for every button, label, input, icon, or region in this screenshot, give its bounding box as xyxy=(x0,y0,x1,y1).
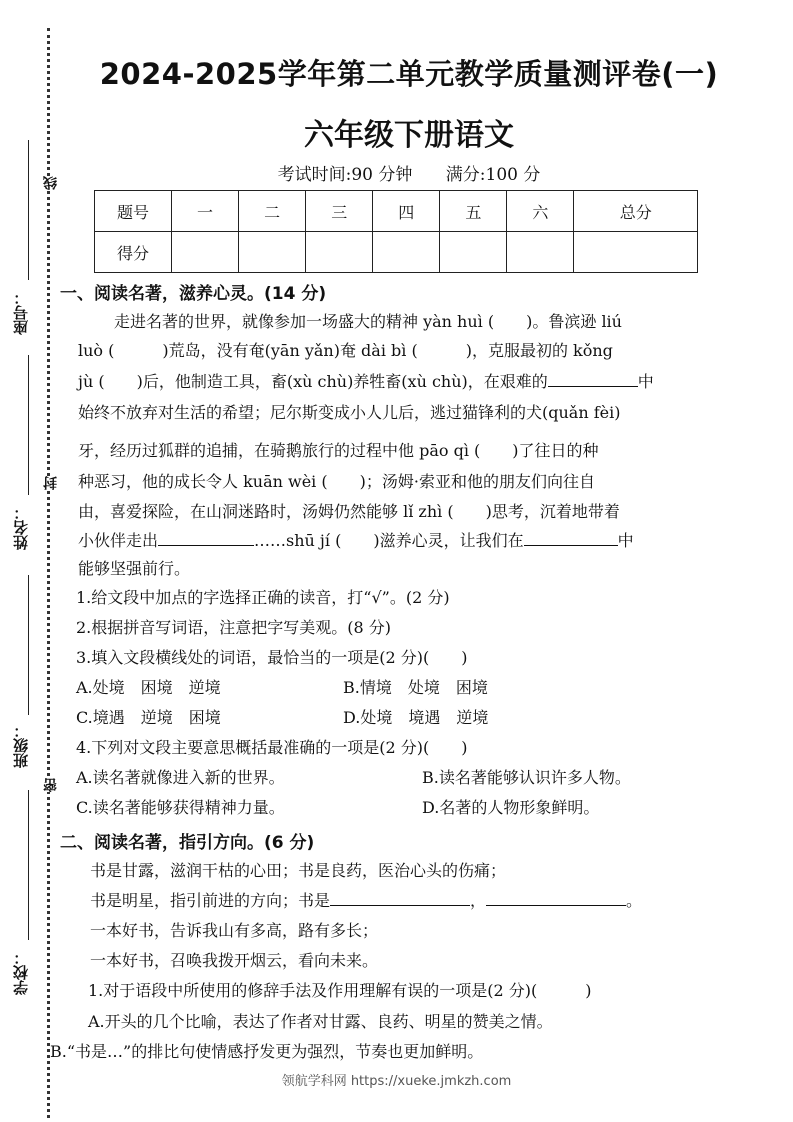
section1-title: 一、阅读名著，滋养心灵。(14 分) xyxy=(60,284,327,304)
poem-text: 。 xyxy=(626,891,643,910)
section2-question-1: 1.对于语段中所使用的修辞手法及作用理解有误的一项是(2 分)( ) xyxy=(88,981,592,1000)
score-cell[interactable] xyxy=(306,232,373,273)
seal-word-line: 线 xyxy=(43,176,59,190)
q3-option-d[interactable]: D.处境 境遇 逆境 xyxy=(343,708,489,727)
passage-line: luò ( )荒岛，没有奄(yān yǎn)奄 dài bì ( )，克服最初的 kǒng xyxy=(78,341,613,360)
score-col: 三 xyxy=(306,191,373,232)
seat-number-line xyxy=(28,140,29,280)
passage-line: 种恶习，他的成长令人 kuān wèi ( )；汤姆·索亚和他的朋友们向往自 xyxy=(78,472,595,491)
answer-blank[interactable] xyxy=(524,531,618,546)
poem-text: 书是明星，指引前进的方向；书是 xyxy=(90,891,331,910)
q4-option-a[interactable]: A.读名著就像进入新的世界。 xyxy=(76,768,285,787)
school-line xyxy=(28,790,29,940)
name-line xyxy=(28,355,29,495)
exam-title: 2024-2025学年第二单元教学质量测评卷(一) xyxy=(99,57,719,91)
q3-option-b[interactable]: B.情境 处境 困境 xyxy=(343,678,488,697)
binding-dotted-line xyxy=(47,28,50,1118)
exam-meta xyxy=(64,160,754,185)
poem-line: 一本好书，召唤我拨开烟云，看向未来。 xyxy=(90,951,379,970)
score-col: 一 xyxy=(172,191,239,232)
exam-time: 考试时间:90 分钟 xyxy=(277,165,413,185)
passage-text: ……shū jí ( )滋养心灵，让我们在 xyxy=(254,531,524,550)
answer-blank[interactable] xyxy=(548,372,638,387)
exam-full-score: 满分:100 分 xyxy=(445,165,541,185)
q3-option-a[interactable]: A.处境 困境 逆境 xyxy=(76,678,221,697)
section2-title: 二、阅读名著，指引方向。(6 分) xyxy=(60,833,315,853)
score-label: 得分 xyxy=(95,232,172,273)
passage-line: 始终不放弃对生活的希望；尼尔斯变成小人儿后，逃过猫锋利的犬(quǎn fèi) xyxy=(78,403,621,422)
question-number-label: 题号 xyxy=(95,191,172,232)
poem-text: ， xyxy=(470,891,487,910)
score-table xyxy=(94,190,698,273)
poem-line: 一本好书，告诉我山有多高，路有多长； xyxy=(90,921,379,940)
name-label: 姓名： xyxy=(12,505,30,550)
question-2: 2.根据拼音写词语，注意把字写美观。(8 分) xyxy=(76,618,392,637)
exam-subtitle: 六年级下册语文 xyxy=(304,118,514,153)
answer-blank[interactable] xyxy=(158,531,254,546)
seat-number-label: 座号： xyxy=(12,290,30,335)
seal-word-seal: 封 xyxy=(43,476,59,490)
passage-line: 走进名著的世界，就像参加一场盛大的精神 yàn huì ( )。鲁滨逊 liú xyxy=(114,312,622,331)
question-4: 4.下列对文段主要意思概括最准确的一项是(2 分)( ) xyxy=(76,738,468,757)
q4-option-c[interactable]: C.读名著能够获得精神力量。 xyxy=(76,798,285,817)
answer-blank[interactable] xyxy=(486,891,626,906)
school-label: 学校： xyxy=(12,950,30,995)
passage-line: 牙，经历过狐群的追捕，在骑鹅旅行的过程中他 pāo qì ( )了往日的种 xyxy=(78,441,599,460)
score-col: 六 xyxy=(507,191,574,232)
score-col: 二 xyxy=(239,191,306,232)
s2-q1-option-b[interactable]: B.“书是…”的排比句使情感抒发更为强烈，节奏也更加鲜明。 xyxy=(50,1042,484,1061)
binding-margin xyxy=(0,0,62,1122)
score-cell[interactable] xyxy=(172,232,239,273)
poem-line: 书是甘露，滋润干枯的心田；书是良药，医治心头的伤痛； xyxy=(90,861,507,880)
score-col: 四 xyxy=(373,191,440,232)
q4-option-b[interactable]: B.读名著能够认识许多人物。 xyxy=(422,768,631,787)
score-col: 总分 xyxy=(574,191,698,232)
score-table-header-row xyxy=(95,191,698,232)
seal-word-secret: 密 xyxy=(43,778,59,792)
passage-line xyxy=(78,369,654,392)
score-table-score-row xyxy=(95,232,698,273)
score-cell[interactable] xyxy=(507,232,574,273)
passage-line: 能够坚强前行。 xyxy=(78,559,191,578)
passage-line: 由，喜爱探险，在山洞迷路时，汤姆仍然能够 lǐ zhì ( )思考，沉着地带着 xyxy=(78,502,620,521)
s2-q1-option-a[interactable]: A.开头的几个比喻，表达了作者对甘露、良药、明星的赞美之情。 xyxy=(88,1012,553,1031)
passage-text: 小伙伴走出 xyxy=(78,531,159,550)
footer-watermark: 领航学科网 https://xueke.jmkzh.com xyxy=(281,1074,512,1089)
score-cell[interactable] xyxy=(239,232,306,273)
poem-line xyxy=(90,888,642,911)
score-col: 五 xyxy=(440,191,507,232)
class-label: 班级： xyxy=(12,723,30,768)
q4-option-d[interactable]: D.名著的人物形象鲜明。 xyxy=(422,798,600,817)
passage-text: 中 xyxy=(617,531,634,550)
passage-text: jù ( )后，他制造工具，畜(xù chù)养牲畜(xù chù)，在艰难的 xyxy=(78,372,548,391)
passage-text: 中 xyxy=(637,372,654,391)
score-cell[interactable] xyxy=(373,232,440,273)
q3-option-c[interactable]: C.境遇 逆境 困境 xyxy=(76,708,221,727)
score-cell[interactable] xyxy=(440,232,507,273)
score-cell[interactable] xyxy=(574,232,698,273)
answer-blank[interactable] xyxy=(330,891,470,906)
passage-line xyxy=(78,528,634,551)
question-3: 3.填入文段横线处的词语，最恰当的一项是(2 分)( ) xyxy=(76,648,468,667)
question-1: 1.给文段中加点的字选择正确的读音，打“√”。(2 分) xyxy=(76,588,450,607)
class-line xyxy=(28,575,29,715)
